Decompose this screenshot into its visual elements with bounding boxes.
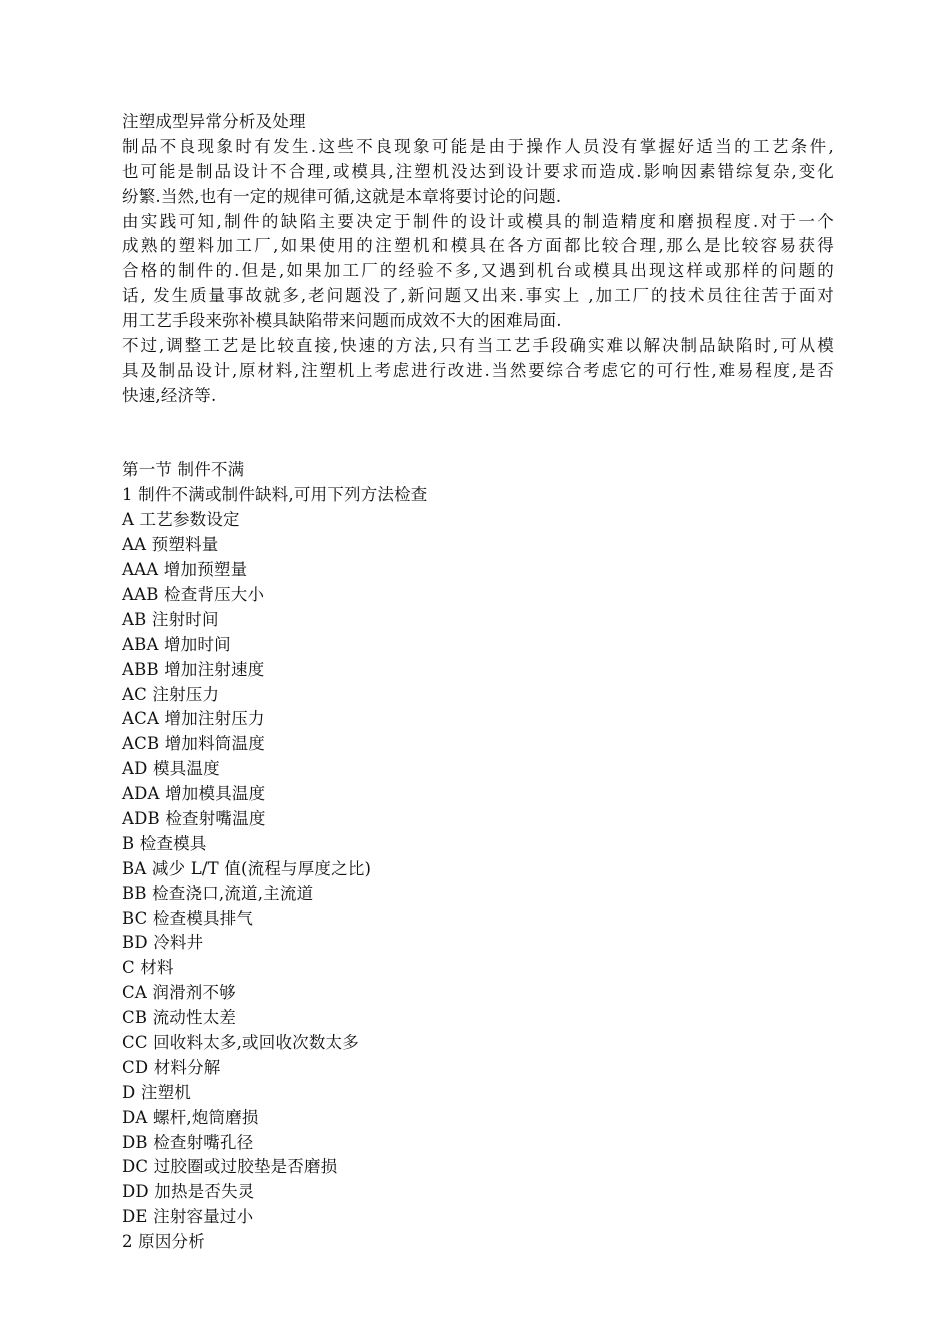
checklist-item: ABA 增加时间 (122, 634, 231, 654)
numbered-item-1: 1 制件不满或制件缺料,可用下列方法检查 (122, 485, 428, 505)
checklist-item: ADA 增加模具温度 (122, 784, 266, 804)
intro-paragraph-3 (122, 334, 834, 409)
checklist (122, 508, 834, 1230)
checklist-item: CC 回收料太多,或回收次数太多 (122, 1032, 359, 1052)
checklist-item: DC 过胶圈或过胶垫是否磨损 (122, 1157, 338, 1177)
paragraph-line: 也可能是制品设计不合理,或模具,注塑机没达到设计要求而造成.影响因素错综复杂,变化 (122, 161, 834, 181)
checklist-item: C 材料 (122, 958, 174, 978)
checklist-item: CB 流动性太差 (122, 1008, 237, 1028)
checklist-item: AD 模具温度 (122, 759, 220, 779)
checklist-item: BD 冷料井 (122, 933, 204, 953)
section-spacer (122, 409, 834, 459)
checklist-item: ADB 检查射嘴温度 (122, 808, 266, 828)
checklist-item: DB 检查射嘴孔径 (122, 1132, 254, 1152)
checklist-item: CD 材料分解 (122, 1057, 221, 1077)
paragraph-line: 具及制品设计,原材料,注塑机上考虑进行改进.当然要综合考虑它的可行性,难易程度,是否 (122, 360, 834, 380)
checklist-item: AB 注射时间 (122, 609, 219, 629)
checklist-item: BB 检查浇口,流道,主流道 (122, 883, 314, 903)
numbered-item-2: 2 原因分析 (122, 1232, 205, 1252)
intro-paragraph-2 (122, 210, 834, 334)
checklist-item: ABB 增加注射速度 (122, 659, 265, 679)
paragraph-line: 纷繁.当然,也有一定的规律可循,这就是本章将要讨论的问题. (122, 186, 562, 206)
checklist-item: D 注塑机 (122, 1082, 191, 1102)
section-heading: 第一节 制件不满 (122, 460, 245, 480)
checklist-item: AAA 增加预塑量 (122, 560, 248, 580)
checklist-item: A 工艺参数设定 (122, 510, 240, 530)
checklist-item: BA 减少 L/T 值(流程与厚度之比) (122, 858, 372, 878)
intro-paragraph-1 (122, 135, 834, 210)
checklist-item: DD 加热是否失灵 (122, 1182, 255, 1202)
paragraph-line: 由实践可知,制件的缺陷主要决定于制件的设计或模具的制造精度和磨损程度.对于一个 (122, 211, 834, 231)
checklist-item: DE 注射容量过小 (122, 1207, 254, 1227)
paragraph-line: 制品不良现象时有发生.这些不良现象可能是由于操作人员没有掌握好适当的工艺条件, (122, 136, 834, 156)
checklist-item: AA 预塑料量 (122, 535, 219, 555)
checklist-item: BC 检查模具排气 (122, 908, 254, 928)
paragraph-line: 成熟的塑料加工厂,如果使用的注塑机和模具在各方面都比较合理,那么是比较容易获得 (122, 236, 834, 256)
checklist-item: ACB 增加料筒温度 (122, 734, 265, 754)
document-title: 注塑成型异常分析及处理 (122, 112, 306, 131)
paragraph-line: 话, 发生质量事故就多,老问题没了,新问题又出来.事实上 ,加工厂的技术员往往苦于面对 (122, 286, 834, 306)
checklist-item: B 检查模具 (122, 833, 207, 853)
paragraph-line: 快速,经济等. (122, 385, 217, 405)
checklist-item: ACA 增加注射压力 (122, 709, 265, 729)
checklist-item: AC 注射压力 (122, 684, 220, 704)
paragraph-line: 用工艺手段来弥补模具缺陷带来问题而成效不大的困难局面. (122, 311, 562, 331)
checklist-item: AAB 检查背压大小 (122, 584, 265, 604)
paragraph-line: 不过,调整工艺是比较直接,快速的方法,只有当工艺手段确实难以解决制品缺陷时,可从模 (122, 336, 834, 356)
document-page (122, 110, 834, 1255)
paragraph-line: 合格的制件的.但是,如果加工厂的经验不多,又遇到机台或模具出现这样或那样的问题的 (122, 261, 834, 281)
checklist-item: DA 螺杆,炮筒磨损 (122, 1107, 259, 1127)
checklist-item: CA 润滑剂不够 (122, 983, 236, 1003)
